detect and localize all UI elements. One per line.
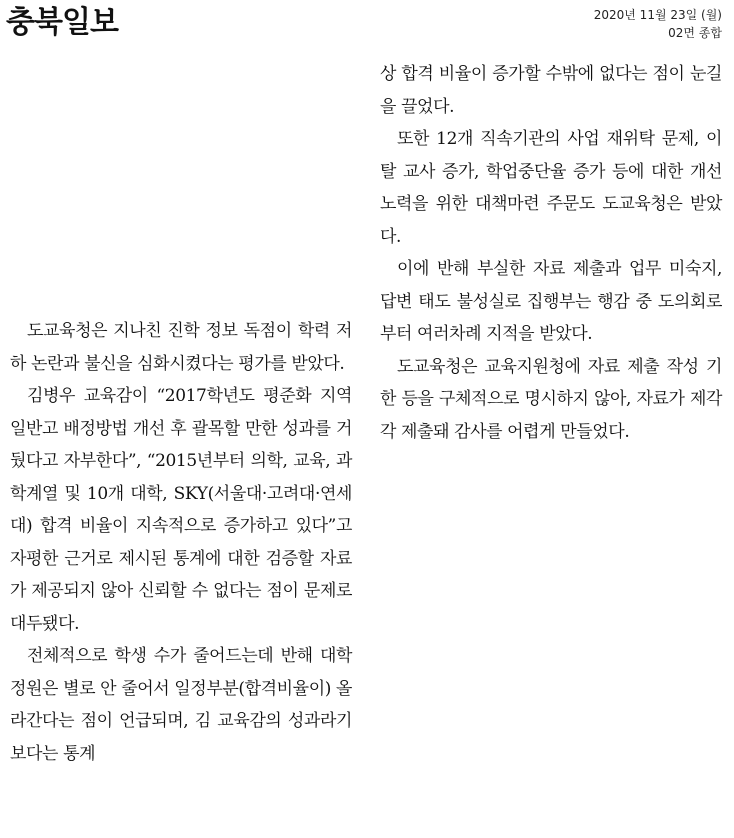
article-paragraph-continuation: 상 합격 비율이 증가할 수밖에 없다는 점이 눈길을 끌었다. — [380, 64, 722, 117]
article-left-column — [10, 315, 352, 770]
article-paragraph: 전체적으로 학생 수가 줄어드는데 반해 대학 정원은 별로 안 줄어서 일정부분(합격비율이) 올라간다는 점이 언급되며, 김 교육감의 성과라기보다는 통계 — [10, 646, 352, 764]
article-paragraph: 또한 12개 직속기관의 사업 재위탁 문제, 이탈 교사 증가, 학업중단율 증가 등에 대한 개선 노력을 위한 대책마련 주문도 도교육청은 받았다. — [380, 129, 722, 247]
article-paragraph: 도교육청은 교육지원청에 자료 제출 작성 기한 등을 구체적으로 명시하지 않아, 자료가 제각각 제출돼 감사를 어렵게 만들었다. — [380, 356, 722, 442]
page-section: 02면 종합 — [668, 26, 722, 40]
newspaper-logo: 충북일보 — [6, 5, 118, 40]
article-paragraph: 김병우 교육감이 “2017학년도 평준화 지역 일반고 배정방법 개선 후 괄목할 만한 성과를 거뒀다고 자부한다”, “2015년부터 의학, 교육, 과학계열 및 10개 대학, SKY(서울대·고려대·연세대) 합격 비율이 지속적으로 증가하고 있다”고 자평한 근거로 제시된 통계에 대한 검증할 자료가 제공되지 않아 신뢰할 수 없다는 점이 문제로 대두됐다. — [10, 386, 352, 634]
issue-info — [594, 6, 722, 42]
article-paragraph: 도교육청은 지나친 진학 정보 독점이 학력 저하 논란과 불신을 심화시켰다는 평가를 받았다. — [10, 321, 352, 374]
issue-date: 2020년 11월 23일 (월) — [593, 8, 722, 22]
article-right-column — [380, 58, 722, 448]
article-paragraph: 이에 반해 부실한 자료 제출과 업무 미숙지, 답변 태도 불성실로 집행부는 행감 중 도의회로부터 여러차례 지적을 받았다. — [380, 259, 722, 344]
